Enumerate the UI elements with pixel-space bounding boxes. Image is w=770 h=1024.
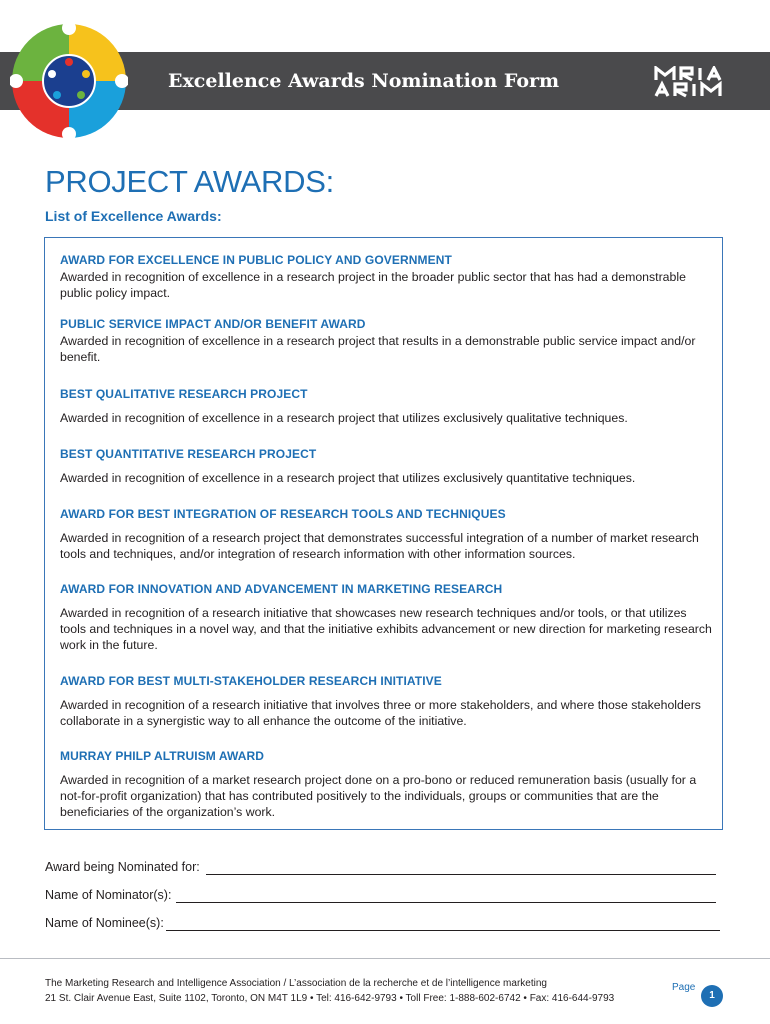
award-title: AWARD FOR BEST MULTI-STAKEHOLDER RESEARCH INITIATIVE — [60, 674, 442, 688]
award-item — [60, 253, 715, 301]
awards-list-heading: List of Excellence Awards: — [45, 208, 222, 224]
page-title: PROJECT AWARDS: — [45, 164, 334, 199]
nominator-label: Name of Nominator(s): — [45, 888, 172, 902]
award-title: MURRAY PHILP ALTRUISM AWARD — [60, 749, 265, 763]
award-item — [60, 387, 715, 426]
award-title: AWARD FOR BEST INTEGRATION OF RESEARCH TOOLS AND TECHNIQUES — [60, 507, 506, 521]
award-description: Awarded in recognition of excellence in a research project in the broader public sector that has had a demonstrable public policy impact. — [60, 270, 686, 300]
award-description: Awarded in recognition of excellence in a research project that utilizes exclusively quantitative techniques. — [60, 471, 636, 485]
award-description: Awarded in recognition of excellence in a research project that utilizes exclusively qualitative techniques. — [60, 411, 628, 425]
award-title: BEST QUALITATIVE RESEARCH PROJECT — [60, 387, 308, 401]
award-description: Awarded in recognition of a market research project done on a pro-bono or reduced remuneration basis (usually for a not-for-profit organization) that has contributed positively to the individuals, groups or communities that are the beneficiaries of the organization’s work. — [60, 773, 697, 819]
mria-logo — [654, 66, 756, 98]
footer-address: 21 St. Clair Avenue East, Suite 1102, Toronto, ON M4T 1L9 • Tel: 416-642-9793 • Toll Free: 1-888-602-6742 • Fax: 416-644-9793 — [45, 993, 615, 1004]
award-title: AWARD FOR INNOVATION AND ADVANCEMENT IN MARKETING RESEARCH — [60, 582, 503, 596]
award-item — [60, 749, 715, 820]
award-item — [60, 582, 715, 653]
page-number-badge: 1 — [701, 985, 723, 1007]
award-item — [60, 507, 715, 562]
award-description: Awarded in recognition of excellence in a research project that results in a demonstrable public service impact and/or benefit. — [60, 334, 696, 364]
award-description: Awarded in recognition of a research initiative that involves three or more stakeholders, and where those stakeholders collaborate in a synergistic way to all enhance the outcome of the initiative. — [60, 698, 701, 728]
award-item — [60, 674, 715, 729]
nominee-field[interactable] — [166, 930, 720, 931]
award-title: BEST QUANTITATIVE RESEARCH PROJECT — [60, 447, 317, 461]
page-label: Page — [672, 982, 696, 993]
award-title: PUBLIC SERVICE IMPACT AND/OR BENEFIT AWARD — [60, 317, 366, 331]
award-nominated-field[interactable] — [206, 874, 716, 875]
award-description: Awarded in recognition of a research project that demonstrates successful integration of a number of market research tools and techniques, and/or integration of research information with other information sources. — [60, 531, 699, 561]
award-title: AWARD FOR EXCELLENCE IN PUBLIC POLICY AND GOVERNMENT — [60, 253, 452, 267]
nominator-field[interactable] — [176, 902, 716, 903]
award-description: Awarded in recognition of a research initiative that showcases new research techniques and/or tools, or that utilizes tools and techniques in a novel way, and that the initiative exhibits advancement or new direction for marketing research work in the future. — [60, 606, 712, 652]
award-nominated-label: Award being Nominated for: — [45, 860, 200, 874]
award-item — [60, 317, 715, 365]
footer-divider — [0, 958, 770, 959]
puzzle-logo-icon — [10, 22, 128, 140]
form-title: Excellence Awards Nomination Form — [168, 70, 560, 92]
award-item — [60, 447, 715, 486]
nominee-label: Name of Nominee(s): — [45, 916, 164, 930]
footer-organization: The Marketing Research and Intelligence Association / L’association de la recherche et de l’intelligence marketing — [45, 978, 547, 989]
